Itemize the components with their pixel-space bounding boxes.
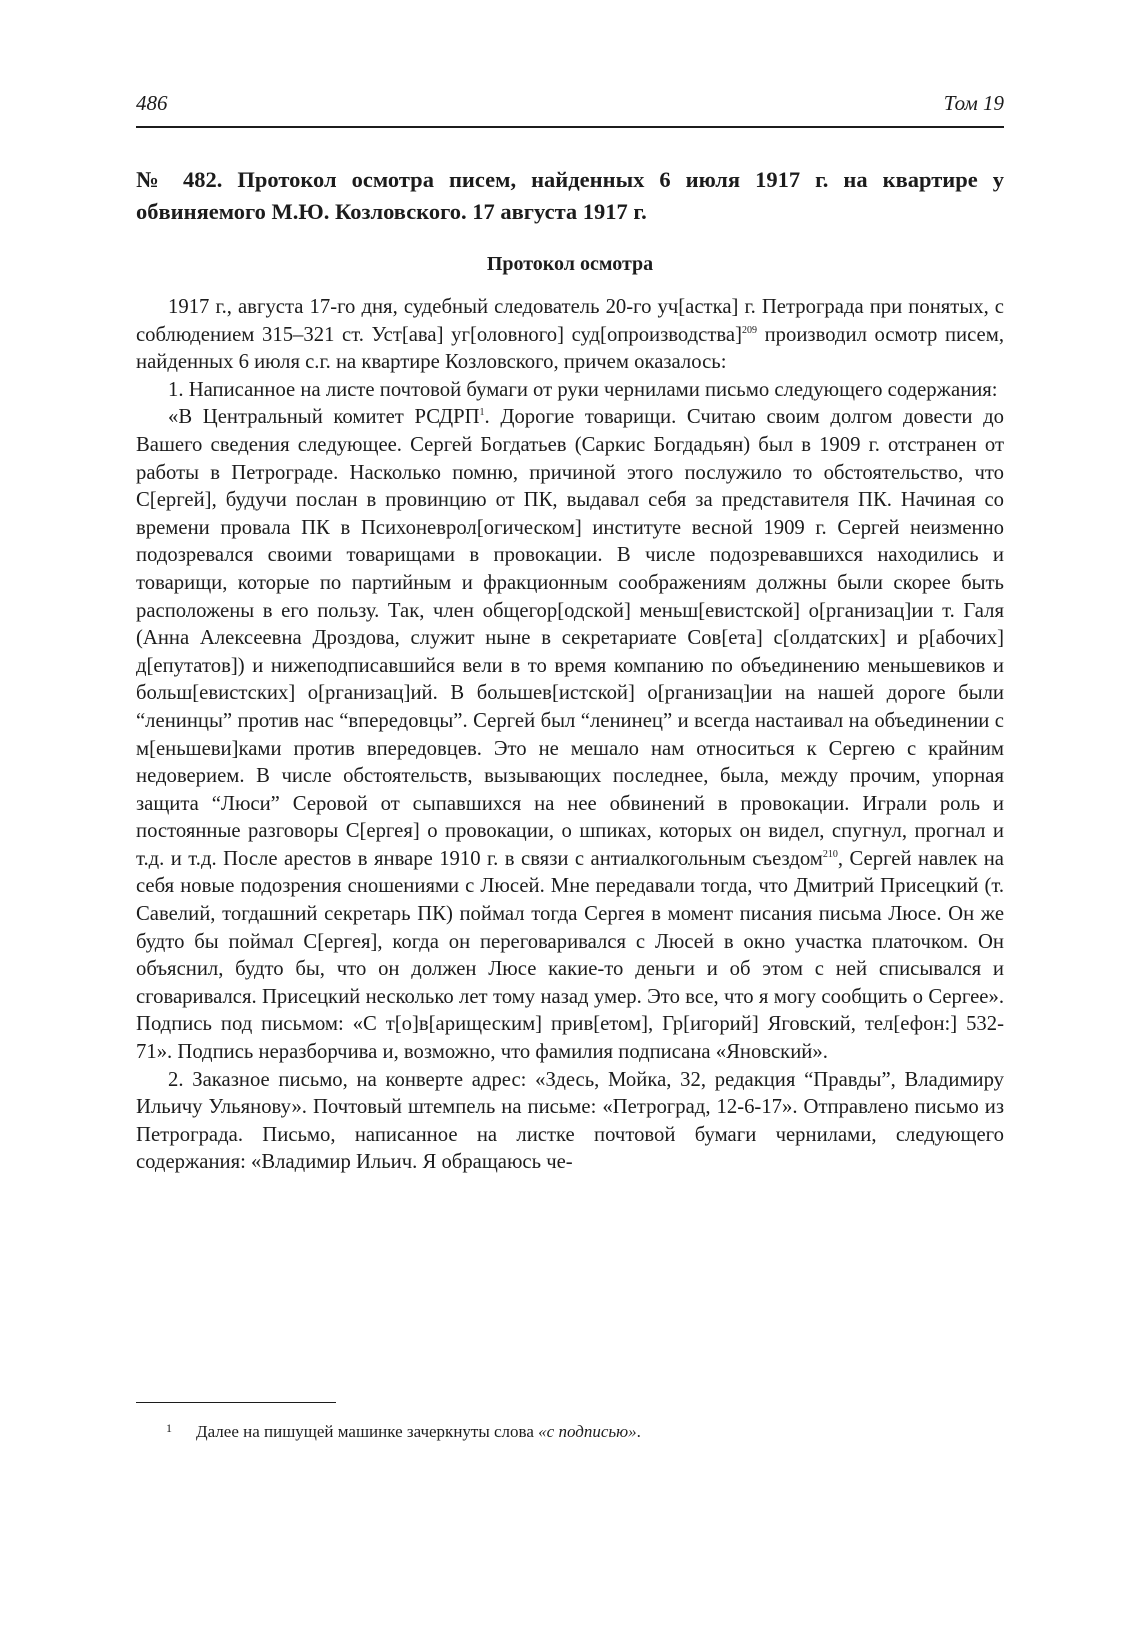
- paragraph-4: 2. Заказное письмо, на конверте адрес: «Здесь, Мойка, 32, редакция “Правды”, Владимиру Ильичу Ульянову». Почтовый штемпель на письме: «Петроград, 12-6-17». Отправлено письмо из Петрограда. Письмо, написанное на листке почтовой бумаги чернилами, следующего содержания: «Владимир Ильич. Я обращаюсь че-: [136, 1068, 1004, 1174]
- page-number: 486: [136, 91, 168, 115]
- endnote-ref-209: 209: [741, 324, 757, 336]
- document-subtitle: Протокол осмотра: [486, 253, 654, 275]
- footnote-quote: «с подписью»: [538, 1422, 637, 1441]
- paragraph-2: 1. Написанное на листе почтовой бумаги от руки чернилами письмо следующего содержания:: [168, 378, 998, 401]
- footnote-text: Далее на пишущей машинке зачеркнуты слова: [196, 1422, 539, 1441]
- document-title: № 482. Протокол осмотра писем, найденных 6 июля 1917 г. на квартире у обвиняемого М.Ю. Козловского. 17 августа 1917 г.: [136, 167, 1004, 224]
- header-rule: [136, 126, 1004, 128]
- footnote-mark: 1: [166, 1421, 172, 1435]
- running-head: [136, 90, 1004, 116]
- footnote-rule: [136, 1402, 336, 1403]
- paragraph-3: «В Центральный комитет РСДРП$^1$. Дорогие товарищи. Считаю своим долгом довести до Вашего сведения следующее. Сергей Богдатьев (Саркис Богдадьян) был в 1909 г. отстранен от работы в Петрограде. Насколько помню, причиной этого послужило то обстоятельство, что С[ергей], будучи послан в провинцию от ПК, выдавал себя за представителя ПК. Начиная со времени провала ПК в Психоневрол[огическом] институте весной 1909 г. Сергей неизменно подозревался своими товарищами в провокации. В числе подозревавшихся находились и товарищи, которые по партийным и фракционным соображениям должны были скорее быть расположены в его пользу. Так, член общегор[одской] меньш[евистской] о[рганизац]ии т. Галя (Анна Алексеевна Дроздова, служит ныне в секретариате Сов[ета] с[олдатских] и р[абочих] д[епутатов]) и нижеподписавшийся вели в то время компанию по объединению меньшевиков и больш[евистских] о[рганизац]ий. В большев[истской] о[рганизац]ии на нашей дороге были “ленинцы” против нас “впередовцы”. Сергей был “ленинец” и всегда настаивал на объединении с м[еньшеви]ками против впередовцев. Это не мешало нам относиться к Сергею с крайним недоверием. В числе обстоятельств, вызывающих последнее, была, между прочим, упорная защита “Люси” Серовой от сыпавшихся на нее обвинений в провокации. Играли роль и постоянные разговоры С[ергея] о провокации, о шпиках, которых он видел, спугнул, прогнал и т.д. и т.д. После арестов в январе 1910 г. в связи с антиалкогольным съездом$^{210}$, Сергей навлек на себя новые подозрения сношениями с Люсей. Мне передавали тогда, что Дмитрий Присецкий (т. Савелий, тогдашний секретарь ПК) поймал тогда Сергея в момент писания письма Люсе. Он же будто бы поймал С[ергея], когда он переговаривался с Люсей в окно участка платочком. Он объяснил, будто бы, что он должен Люсе какие-то деньги и об этом с ней списывался и сговаривался. Присецкий несколько лет тому назад умер. Это все, что я могу сообщить о Сергее». Подпись под письмом: «С т[о]в[арищеским] прив[етом], Гр[игорий] Яговский, тел[ефон:] 532-71». Подпись неразборчива и, возможно, что фамилия подписана «Яновский».: [136, 406, 1005, 1064]
- paragraph-1: 1917 г., августа 17-го дня, судебный следователь 20-го уч[астка] г. Петрограда при понятых, с соблюдением 315–321 ст. Уст[ава] уг[оловного] суд[опроизводства]$^{209}$ производил осмотр писем, найденных 6 июля с.г. на квартире Козловского, причем оказалось:: [136, 296, 1004, 374]
- volume-label: Том 19: [943, 91, 1004, 115]
- document-body: [136, 294, 1004, 1177]
- footnote: 1 Далее на пишущей машинке зачеркнуты слова «с подписью».: [166, 1416, 1004, 1444]
- footnote-ref-1: 1: [479, 407, 485, 419]
- endnote-ref-210: 210: [822, 848, 838, 860]
